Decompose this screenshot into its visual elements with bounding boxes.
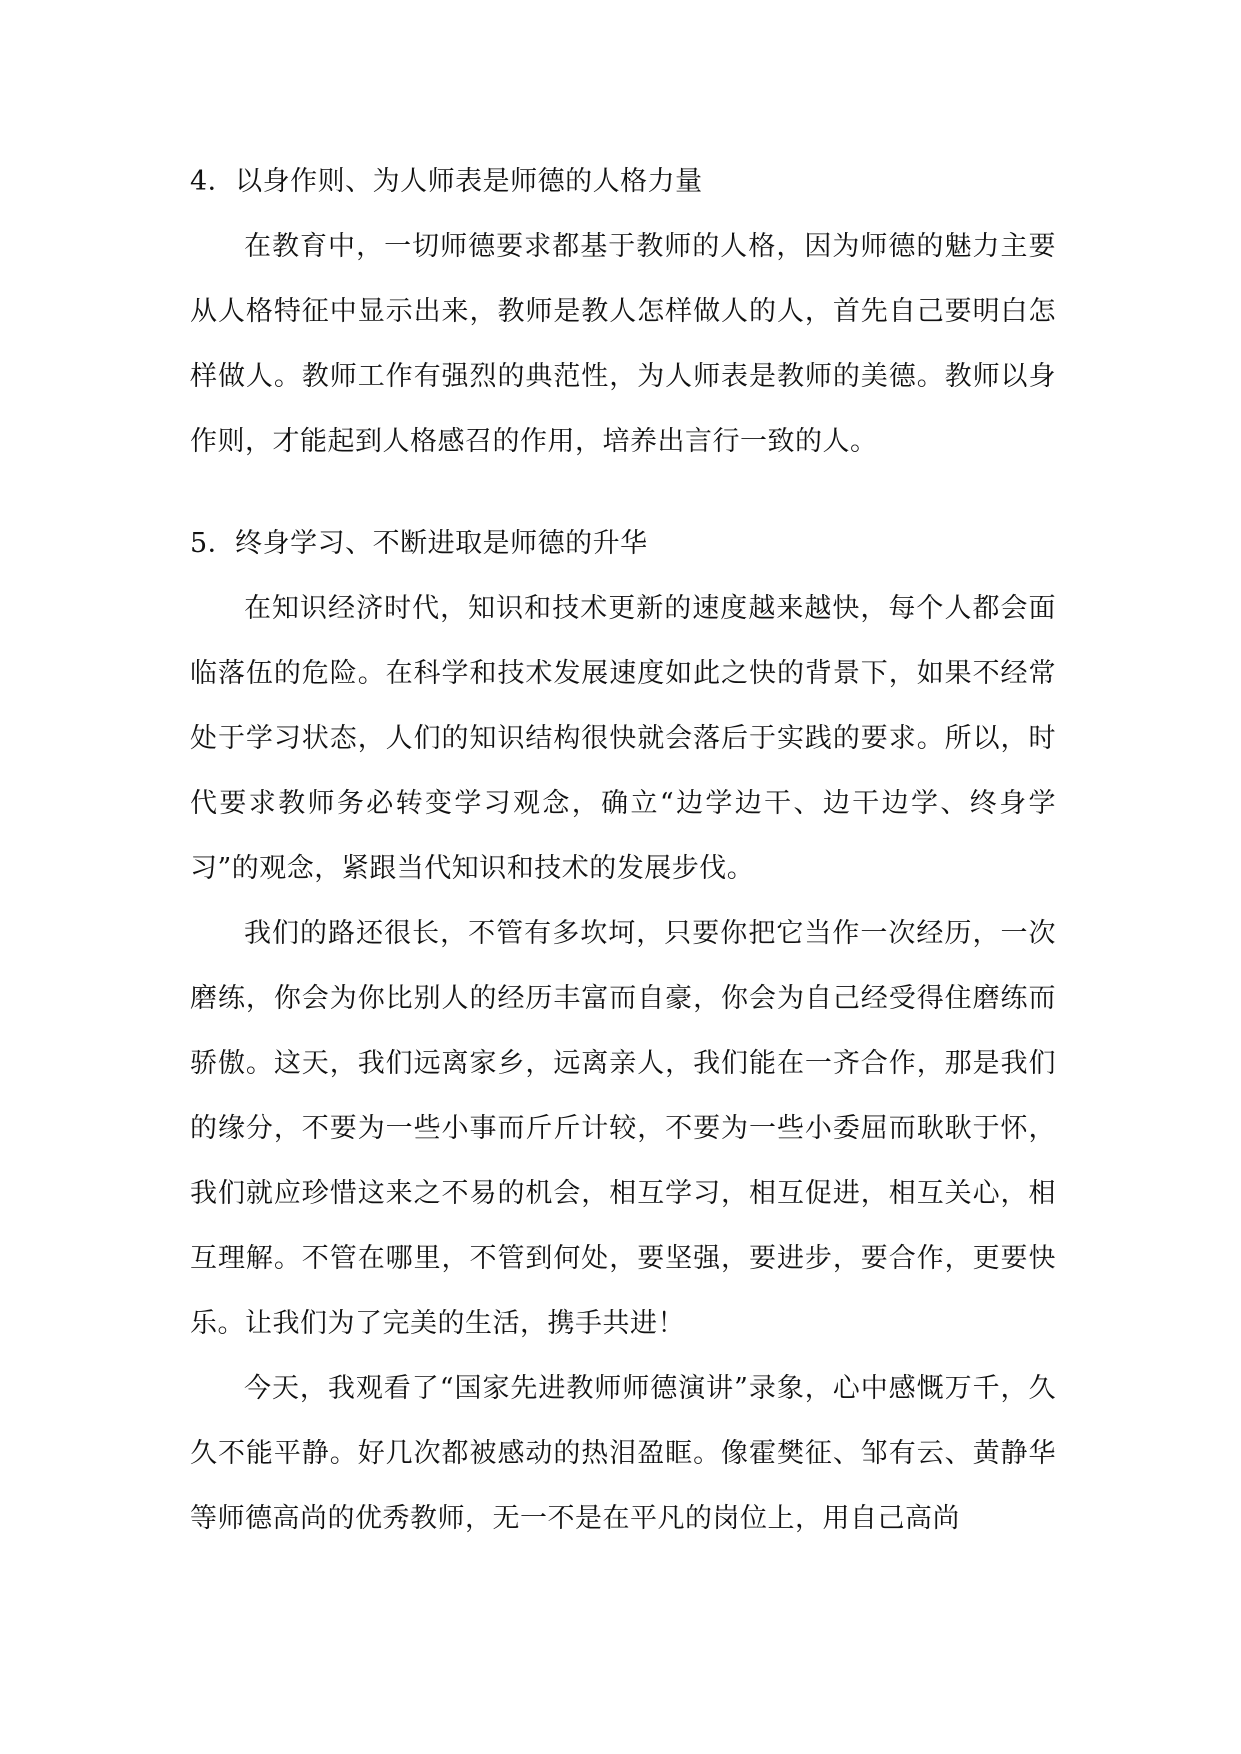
paragraph: 在知识经济时代，知识和技术更新的速度越来越快，每个人都会面临落伍的危险。在科学和技术发展速度如此之快的背景下，如果不经常处于学习状态，人们的知识结构很快就会落后于实践的要求。所以，时代要求教师务必转变学习观念，确立“边学边干、边干边学、终身学习”的观念，紧跟当代知识和技术的发展步伐。 bbox=[190, 593, 1056, 884]
paragraph: 我们的路还很长，不管有多坎坷，只要你把它当作一次经历，一次磨练，你会为你比别人的经历丰富而自豪，你会为自己经受得住磨练而骄傲。这天，我们远离家乡，远离亲人，我们能在一齐合作，那是我们的缘分，不要为一些小事而斤斤计较，不要为一些小委屈而耿耿于怀，我们就应珍惜这来之不易的机会，相互学习，相互促进，相互关心，相互理解。不管在哪里，不管到何处，要坚强，要进步，要合作，更要快乐。让我们为了完美的生活，携手共进！ bbox=[190, 918, 1056, 1339]
paragraph: 在教育中，一切师德要求都基于教师的人格，因为师德的魅力主要从人格特征中显示出来，教师是教人怎样做人的人，首先自己要明白怎样做人。教师工作有强烈的典范性，为人师表是教师的美德。教师以身作则，才能起到人格感召的作用，培养出言行一致的人。 bbox=[190, 231, 1056, 457]
section-heading: 5．终身学习、不断进取是师德的升华 bbox=[190, 528, 648, 559]
paragraph: 今天，我观看了“国家先进教师师德演讲”录象，心中感慨万千，久久不能平静。好几次都被感动的热泪盈眶。像霍樊征、邹有云、黄静华等师德高尚的优秀教师，无一不是在平凡的岗位上，用自己高尚 bbox=[190, 1373, 1056, 1534]
document-body bbox=[190, 160, 1056, 1551]
section-heading: 4．以身作则、为人师表是师德的人格力量 bbox=[190, 166, 703, 197]
